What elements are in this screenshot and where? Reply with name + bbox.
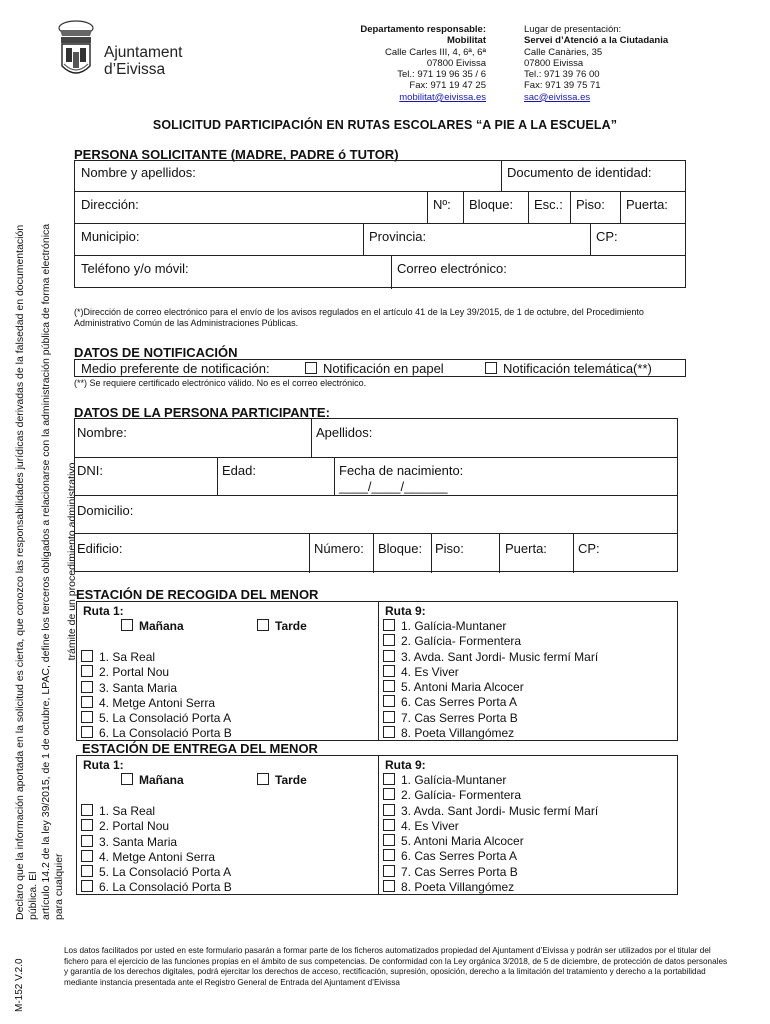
- checkbox[interactable]: [383, 880, 395, 892]
- telematica-option[interactable]: Notificación telemática(**): [485, 361, 652, 376]
- participante-heading: DATOS DE LA PERSONA PARTICIPANTE:: [74, 405, 330, 420]
- entrega-ruta1-list: [81, 804, 232, 896]
- checkbox[interactable]: [257, 619, 269, 631]
- checkbox[interactable]: [383, 680, 395, 692]
- list-item[interactable]: 2. Portal Nou: [81, 819, 232, 834]
- list-item[interactable]: 1. Sa Real: [81, 650, 232, 665]
- notificacion-note: (**) Se requiere certificado electrónico válido. No es el correo electrónico.: [74, 378, 367, 388]
- dni-field[interactable]: DNI:: [77, 463, 103, 478]
- list-item[interactable]: 8. Poeta Villangómez: [383, 880, 598, 895]
- list-item[interactable]: 8. Poeta Villangómez: [383, 726, 598, 741]
- solicitante-note: (*)Dirección de correo electrónico para el envío de los avisos regulados en el artículo 41 de la Ley 39/2015, de 1 de octubre, del Procedimiento Administrativo Común de las Administraciones Públicas.: [74, 307, 644, 328]
- list-item[interactable]: 5. Antoni Maria Alcocer: [383, 834, 598, 849]
- entrega-ruta9-list: [383, 773, 598, 895]
- medio-label: Medio preferente de notificación:: [81, 361, 270, 376]
- papel-option[interactable]: Notificación en papel: [305, 361, 444, 376]
- list-item[interactable]: 1. Galícia-Muntaner: [383, 619, 598, 634]
- footer-legal-text: Los datos facilitados por usted en este formulario pasarán a formar parte de los ficheros automatizados propiedad del Ajuntament d’Eivissa y podrán ser utilizados por el titular del fichero para el ejercicio de las funciones propias en el ámbito de sus competencias. De conformidad con la Ley orgánica 3/2018, de 5 de diciembre, de protección de datos personales y garantía de los derechos digitales, podrá ejercitar los derechos de acceso, rectificación, supresión, oposición, derecho a la limitación del tratamiento y derecho a la portabilidad mediante instancia presentada ante el Registro General de Entrada del Ajuntament d’Eivissa: [64, 946, 728, 987]
- checkbox[interactable]: [81, 650, 93, 662]
- participante-nombre-field[interactable]: Nombre:: [77, 425, 127, 440]
- checkbox[interactable]: [383, 834, 395, 846]
- checkbox[interactable]: [383, 634, 395, 646]
- list-item[interactable]: 2. Portal Nou: [81, 665, 232, 680]
- list-item[interactable]: 4. Metge Antoni Serra: [81, 696, 232, 711]
- logo-text: Ajuntament d’Eivissa: [104, 44, 183, 78]
- participante-bloque-field[interactable]: Bloque:: [378, 541, 423, 556]
- cp-field[interactable]: CP:: [596, 229, 618, 244]
- list-item[interactable]: 1. Galícia-Muntaner: [383, 773, 598, 788]
- list-item[interactable]: 6. Cas Serres Porta A: [383, 695, 598, 710]
- list-item[interactable]: 2. Galícia- Formentera: [383, 788, 598, 803]
- recogida-tarde-option[interactable]: Tarde: [257, 619, 307, 633]
- municipio-field[interactable]: Municipio:: [81, 229, 140, 244]
- checkbox[interactable]: [383, 788, 395, 800]
- notificacion-heading: DATOS DE NOTIFICACIÓN: [74, 345, 238, 360]
- list-item[interactable]: 3. Avda. Sant Jordi- Music fermí Marí: [383, 804, 598, 819]
- participante-puerta-field[interactable]: Puerta:: [505, 541, 547, 556]
- fecha-blank: ____/____/______: [339, 479, 448, 494]
- list-item[interactable]: 6. Cas Serres Porta A: [383, 849, 598, 864]
- list-item[interactable]: 2. Galícia- Formentera: [383, 634, 598, 649]
- participante-apellidos-field[interactable]: Apellidos:: [316, 425, 373, 440]
- edad-field[interactable]: Edad:: [222, 463, 256, 478]
- solicitante-box: [74, 160, 686, 288]
- checkbox[interactable]: [81, 819, 93, 831]
- checkbox[interactable]: [121, 773, 133, 785]
- recogida-heading: ESTACIÓN DE RECOGIDA DEL MENOR: [76, 587, 319, 602]
- edificio-field[interactable]: Edificio:: [77, 541, 123, 556]
- recogida-ruta9-label: Ruta 9:: [385, 604, 426, 618]
- recogida-box: [76, 601, 678, 741]
- papel-checkbox[interactable]: [305, 362, 317, 374]
- checkbox[interactable]: [257, 773, 269, 785]
- list-item[interactable]: 7. Cas Serres Porta B: [383, 865, 598, 880]
- fecha-nacimiento-field[interactable]: Fecha de nacimiento:: [339, 463, 464, 478]
- list-item[interactable]: 4. Es Viver: [383, 819, 598, 834]
- checkbox[interactable]: [383, 665, 395, 677]
- entrega-box: [76, 755, 678, 895]
- numero-field[interactable]: Nº:: [433, 197, 451, 212]
- piso-field[interactable]: Piso:: [576, 197, 605, 212]
- direccion-field[interactable]: Dirección:: [81, 197, 139, 212]
- list-item[interactable]: 3. Santa Maria: [81, 681, 232, 696]
- checkbox[interactable]: [383, 773, 395, 785]
- list-item[interactable]: 3. Avda. Sant Jordi- Music fermí Marí: [383, 650, 598, 665]
- list-item[interactable]: 6. La Consolació Porta B: [81, 726, 232, 741]
- checkbox[interactable]: [81, 711, 93, 723]
- lugar-email-link[interactable]: sac@eivissa.es: [524, 91, 591, 103]
- checkbox[interactable]: [383, 650, 395, 662]
- provincia-field[interactable]: Provincia:: [369, 229, 427, 244]
- checkbox[interactable]: [81, 850, 93, 862]
- list-item[interactable]: 5. La Consolació Porta A: [81, 865, 232, 880]
- page-title: SOLICITUD PARTICIPACIÓN EN RUTAS ESCOLARES “A PIE A LA ESCUELA”: [152, 118, 618, 132]
- list-item[interactable]: 7. Cas Serres Porta B: [383, 711, 598, 726]
- participante-box: [74, 418, 678, 572]
- coat-of-arms-icon: [52, 18, 100, 84]
- list-item[interactable]: 1. Sa Real: [81, 804, 232, 819]
- recogida-ruta1-list: [81, 650, 232, 742]
- telematica-checkbox[interactable]: [485, 362, 497, 374]
- checkbox[interactable]: [81, 681, 93, 693]
- version-label: M-152 V.2.0: [14, 958, 25, 1012]
- list-item[interactable]: 6. La Consolació Porta B: [81, 880, 232, 895]
- escalera-field[interactable]: Esc.:: [534, 197, 563, 212]
- list-item[interactable]: 4. Es Viver: [383, 665, 598, 680]
- checkbox[interactable]: [383, 819, 395, 831]
- entrega-tarde-option[interactable]: Tarde: [257, 773, 307, 787]
- entrega-ruta1-label: Ruta 1:: [83, 758, 124, 772]
- checkbox[interactable]: [121, 619, 133, 631]
- lugar-block: Lugar de presentación: Servei d’Atenció a la Ciutadania Calle Canàries, 35 07800 Eivissa Tel.: 971 39 76 00 Fax: 971 39 75 71 sac@eivissa.es: [524, 24, 724, 103]
- checkbox[interactable]: [383, 726, 395, 738]
- checkbox[interactable]: [383, 865, 395, 877]
- domicilio-field[interactable]: Domicilio:: [77, 503, 134, 518]
- checkbox[interactable]: [81, 804, 93, 816]
- entrega-ruta9-label: Ruta 9:: [385, 758, 426, 772]
- solicitante-heading: PERSONA SOLICITANTE (MADRE, PADRE ó TUTOR): [74, 147, 399, 162]
- sidebar-declaration: Declaro que la información aportada en la solicitud es cierta, que conozco las responsabilidades jurídicas derivadas de la falsedad en documentación pública. El artículo 14.2 de la ley 39/2015, de 1 de octubre, LPAC, define los terceros obligados a relacionarse con la administración pública de forma electrónica para cualquier trámite de un procedimiento administrativo.: [14, 223, 78, 920]
- checkbox[interactable]: [81, 880, 93, 892]
- participante-numero-field[interactable]: Número:: [314, 541, 364, 556]
- checkbox[interactable]: [81, 835, 93, 847]
- checkbox[interactable]: [81, 696, 93, 708]
- recogida-manana-option[interactable]: Mañana: [121, 619, 184, 633]
- recogida-ruta1-label: Ruta 1:: [83, 604, 124, 618]
- checkbox[interactable]: [383, 711, 395, 723]
- list-item[interactable]: 3. Santa Maria: [81, 835, 232, 850]
- checkbox[interactable]: [383, 695, 395, 707]
- participante-cp-field[interactable]: CP:: [578, 541, 600, 556]
- documento-field[interactable]: Documento de identidad:: [507, 165, 652, 180]
- puerta-field[interactable]: Puerta:: [626, 197, 668, 212]
- dept-email-link[interactable]: mobilitat@eivissa.es: [399, 91, 486, 103]
- list-item[interactable]: 4. Metge Antoni Serra: [81, 850, 232, 865]
- list-item[interactable]: 5. Antoni Maria Alcocer: [383, 680, 598, 695]
- checkbox[interactable]: [81, 665, 93, 677]
- bloque-field[interactable]: Bloque:: [469, 197, 514, 212]
- recogida-ruta9-list: [383, 619, 598, 741]
- checkbox[interactable]: [81, 865, 93, 877]
- participante-piso-field[interactable]: Piso:: [435, 541, 464, 556]
- entrega-manana-option[interactable]: Mañana: [121, 773, 184, 787]
- telefono-field[interactable]: Teléfono y/o móvil:: [81, 261, 189, 276]
- departamento-block: Departamento responsable: Mobilitat Calle Carles III, 4, 6ª, 6ª 07800 Eivissa Tel.: 971 19 96 35 / 6 Fax: 971 19 47 25 mobilitat@eivissa.es: [330, 24, 486, 103]
- checkbox[interactable]: [81, 726, 93, 738]
- checkbox[interactable]: [383, 804, 395, 816]
- checkbox[interactable]: [383, 849, 395, 861]
- nombre-apellidos-field[interactable]: Nombre y apellidos:: [81, 165, 196, 180]
- checkbox[interactable]: [383, 619, 395, 631]
- entrega-heading: ESTACIÓN DE ENTREGA DEL MENOR: [82, 741, 318, 756]
- list-item[interactable]: 5. La Consolació Porta A: [81, 711, 232, 726]
- correo-field[interactable]: Correo electrónico:: [397, 261, 507, 276]
- notificacion-box: [74, 359, 686, 377]
